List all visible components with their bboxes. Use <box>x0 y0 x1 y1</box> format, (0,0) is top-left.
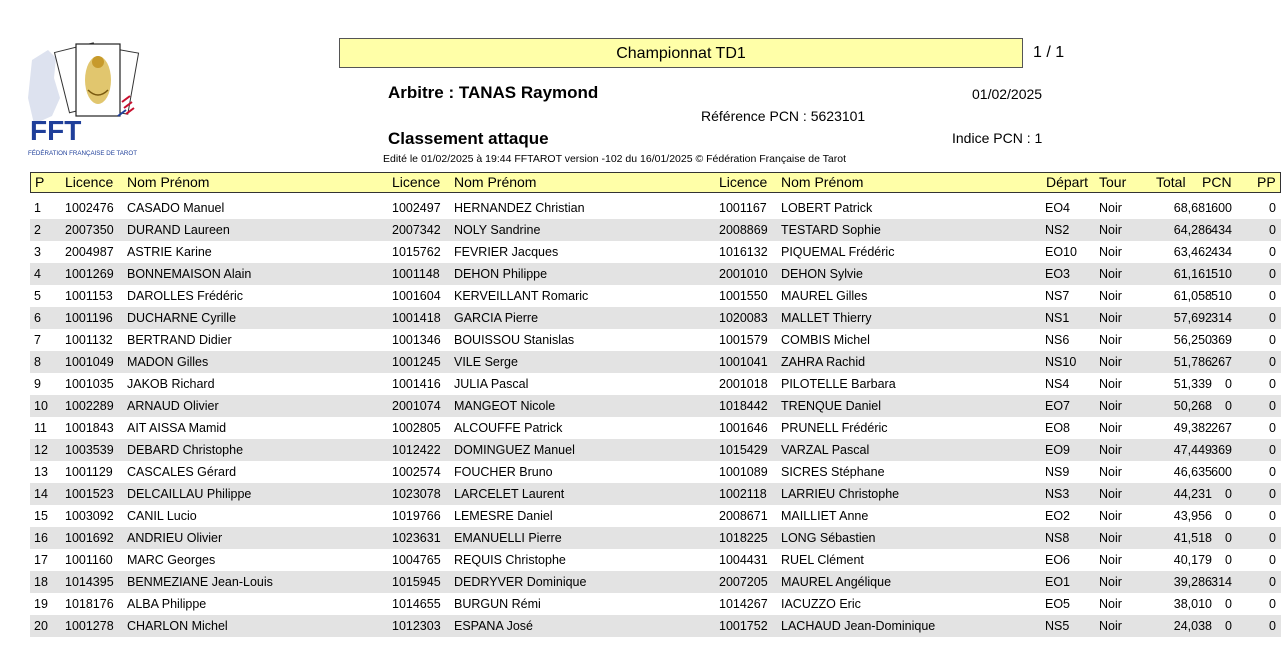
cell-pp: 0 <box>1269 465 1276 479</box>
cell-pcn: 510 <box>1211 267 1232 281</box>
cell-licence: 1001041 <box>719 355 768 369</box>
cell-pp: 0 <box>1269 443 1276 457</box>
table-row <box>30 395 1281 417</box>
cell-licence: 1015762 <box>392 245 441 259</box>
cell-name: BURGUN Rémi <box>454 597 541 611</box>
cell-name: ARNAUD Olivier <box>127 399 219 413</box>
col-header-licence-3: Licence <box>719 174 768 190</box>
cell-licence: 1001523 <box>65 487 114 501</box>
table-row <box>30 241 1281 263</box>
cell-name: NOLY Sandrine <box>454 223 541 237</box>
cell-total: 50,268 <box>1173 399 1212 413</box>
cell-depart: EO2 <box>1045 509 1071 523</box>
cell-depart: EO8 <box>1045 421 1071 435</box>
cell-name: SICRES Stéphane <box>781 465 885 479</box>
cell-pcn: 0 <box>1225 553 1232 567</box>
table-row <box>30 527 1281 549</box>
cell-pcn: 0 <box>1225 399 1232 413</box>
cell-licence: 1023631 <box>392 531 441 545</box>
cell-licence: 2004987 <box>65 245 114 259</box>
cell-rank: 3 <box>34 245 41 259</box>
cell-depart: EO5 <box>1045 597 1071 611</box>
cell-tour: Noir <box>1099 267 1122 281</box>
table-row <box>30 219 1281 241</box>
cell-name: DEBARD Christophe <box>127 443 244 457</box>
cell-name: DEHON Sylvie <box>781 267 863 281</box>
cell-pp: 0 <box>1269 289 1276 303</box>
cell-licence: 1001153 <box>65 289 113 303</box>
cell-depart: NS8 <box>1045 531 1070 545</box>
cell-licence: 1001132 <box>65 333 113 347</box>
table-row <box>30 593 1281 615</box>
cell-tour: Noir <box>1099 289 1122 303</box>
cell-name: MAILLIET Anne <box>781 509 869 523</box>
cell-total: 43,956 <box>1173 509 1212 523</box>
ranking-table <box>30 197 1281 637</box>
cell-licence: 1001418 <box>392 311 441 325</box>
cell-pp: 0 <box>1269 553 1276 567</box>
col-header-name-2: Nom Prénom <box>454 174 537 190</box>
cell-licence: 2007342 <box>392 223 441 237</box>
cell-rank: 19 <box>34 597 48 611</box>
cell-pp: 0 <box>1269 311 1276 325</box>
cell-pcn: 314 <box>1211 311 1232 325</box>
cell-licence: 1001160 <box>65 553 113 567</box>
cell-pcn: 0 <box>1225 377 1232 391</box>
cell-depart: NS9 <box>1045 465 1070 479</box>
table-row <box>30 571 1281 593</box>
cell-tour: Noir <box>1099 575 1122 589</box>
cell-pp: 0 <box>1269 421 1276 435</box>
cell-name: ALCOUFFE Patrick <box>454 421 563 435</box>
col-header-name-3: Nom Prénom <box>781 174 864 190</box>
cell-licence: 1014655 <box>392 597 441 611</box>
cell-pcn: 267 <box>1211 421 1232 435</box>
cell-licence: 2007350 <box>65 223 114 237</box>
cell-rank: 9 <box>34 377 41 391</box>
cell-name: MAUREL Angélique <box>781 575 892 589</box>
cell-total: 68,681 <box>1173 201 1212 215</box>
cell-rank: 16 <box>34 531 48 545</box>
cell-name: REQUIS Christophe <box>454 553 566 567</box>
cell-pcn: 600 <box>1211 201 1232 215</box>
cell-name: MADON Gilles <box>127 355 209 369</box>
cell-tour: Noir <box>1099 377 1122 391</box>
cell-name: LEMESRE Daniel <box>454 509 553 523</box>
cell-licence: 2001018 <box>719 377 768 391</box>
col-header-depart: Départ <box>1046 174 1089 190</box>
report-date: 01/02/2025 <box>972 86 1043 102</box>
col-header-pp: PP <box>1257 174 1276 190</box>
cell-pp: 0 <box>1269 509 1276 523</box>
cell-name: DUCHARNE Cyrille <box>127 311 237 325</box>
cell-name: DEDRYVER Dominique <box>454 575 587 589</box>
cell-name: BOUISSOU Stanislas <box>454 333 575 347</box>
cell-pcn: 314 <box>1211 575 1232 589</box>
cell-licence: 1018176 <box>65 597 114 611</box>
cell-name: KERVEILLANT Romaric <box>454 289 589 303</box>
cell-pp: 0 <box>1269 377 1276 391</box>
cell-licence: 1001692 <box>65 531 114 545</box>
cell-licence: 1002118 <box>719 487 767 501</box>
cell-name: EMANUELLI Pierre <box>454 531 562 545</box>
cell-depart: EO6 <box>1045 553 1071 567</box>
cell-total: 57,692 <box>1173 311 1212 325</box>
arbiter-label: Arbitre : TANAS Raymond <box>388 83 599 102</box>
cell-pcn: 0 <box>1225 487 1232 501</box>
cell-total: 38,010 <box>1173 597 1212 611</box>
cell-name: CHARLON Michel <box>127 619 228 633</box>
col-header-p: P <box>35 174 45 190</box>
edited-note: Edité le 01/02/2025 à 19:44 FFTAROT version -102 du 16/01/2025 © Fédération Française de Tarot <box>383 153 847 165</box>
cell-total: 56,250 <box>1173 333 1212 347</box>
cell-licence: 1001278 <box>65 619 114 633</box>
cell-tour: Noir <box>1099 421 1122 435</box>
cell-name: PIQUEMAL Frédéric <box>781 245 895 259</box>
cell-name: MALLET Thierry <box>781 311 872 325</box>
cell-name: MANGEOT Nicole <box>454 399 556 413</box>
cell-name: TRENQUE Daniel <box>781 399 882 413</box>
table-header <box>30 172 1281 193</box>
cell-rank: 15 <box>34 509 48 523</box>
cell-total: 49,382 <box>1173 421 1212 435</box>
cell-name: MARC Georges <box>127 553 216 567</box>
cell-licence: 1003092 <box>65 509 114 523</box>
table-row <box>30 483 1281 505</box>
cell-total: 41,518 <box>1173 531 1212 545</box>
cell-rank: 4 <box>34 267 41 281</box>
table-row <box>30 329 1281 351</box>
cell-licence: 1001129 <box>65 465 113 479</box>
cell-name: ASTRIE Karine <box>127 245 212 259</box>
cell-licence: 2008869 <box>719 223 768 237</box>
cell-tour: Noir <box>1099 355 1122 369</box>
cell-licence: 1002497 <box>392 201 441 215</box>
cell-name: DEHON Philippe <box>454 267 548 281</box>
cell-pcn: 267 <box>1211 355 1232 369</box>
logo-caption: FÉDÉRATION FRANÇAISE DE TAROT <box>28 150 137 157</box>
cell-pp: 0 <box>1269 267 1276 281</box>
cell-rank: 5 <box>34 289 41 303</box>
table-row <box>30 197 1281 219</box>
cell-name: BONNEMAISON Alain <box>127 267 252 281</box>
cell-total: 40,179 <box>1173 553 1212 567</box>
cell-licence: 2001074 <box>392 399 441 413</box>
cell-name: ALBA Philippe <box>127 597 207 611</box>
cell-depart: NS4 <box>1045 377 1070 391</box>
cell-name: ESPANA José <box>454 619 533 633</box>
fft-logo <box>26 38 144 160</box>
cell-tour: Noir <box>1099 333 1122 347</box>
cell-tour: Noir <box>1099 619 1122 633</box>
cell-total: 51,339 <box>1173 377 1212 391</box>
cell-tour: Noir <box>1099 399 1122 413</box>
col-header-name-1: Nom Prénom <box>127 174 210 190</box>
cell-tour: Noir <box>1099 553 1122 567</box>
cell-tour: Noir <box>1099 311 1122 325</box>
cell-pcn: 434 <box>1211 245 1232 259</box>
cell-pp: 0 <box>1269 487 1276 501</box>
cell-pcn: 369 <box>1211 333 1232 347</box>
cell-tour: Noir <box>1099 531 1122 545</box>
table-row <box>30 263 1281 285</box>
cell-licence: 1002476 <box>65 201 114 215</box>
cell-licence: 1001843 <box>65 421 114 435</box>
cell-depart: NS5 <box>1045 619 1070 633</box>
cell-name: IACUZZO Eric <box>781 597 861 611</box>
cell-depart: EO3 <box>1045 267 1071 281</box>
cell-licence: 1001752 <box>719 619 768 633</box>
cell-licence: 1015429 <box>719 443 768 457</box>
cell-pcn: 510 <box>1211 289 1232 303</box>
cell-rank: 8 <box>34 355 41 369</box>
cell-name: LARCELET Laurent <box>454 487 565 501</box>
cell-rank: 14 <box>34 487 48 501</box>
cell-tour: Noir <box>1099 465 1122 479</box>
cell-name: DOMINGUEZ Manuel <box>454 443 575 457</box>
cell-pcn: 0 <box>1225 619 1232 633</box>
cell-name: COMBIS Michel <box>781 333 870 347</box>
cell-total: 44,231 <box>1173 487 1212 501</box>
cell-pcn: 0 <box>1225 597 1232 611</box>
cell-rank: 2 <box>34 223 41 237</box>
cell-name: ZAHRA Rachid <box>781 355 866 369</box>
cell-name: BERTRAND Didier <box>127 333 232 347</box>
pcn-reference: Référence PCN : 5623101 <box>701 108 866 124</box>
col-header-pcn: PCN <box>1202 174 1232 190</box>
cell-name: LARRIEU Christophe <box>781 487 900 501</box>
cell-depart: EO1 <box>1045 575 1071 589</box>
cell-depart: NS1 <box>1045 311 1070 325</box>
cell-licence: 1012303 <box>392 619 441 633</box>
cell-licence: 1001245 <box>392 355 441 369</box>
cell-licence: 1002289 <box>65 399 114 413</box>
cell-total: 51,786 <box>1173 355 1212 369</box>
cell-name: DELCAILLAU Philippe <box>127 487 252 501</box>
cell-pp: 0 <box>1269 531 1276 545</box>
cell-depart: NS10 <box>1045 355 1077 369</box>
table-row <box>30 351 1281 373</box>
cell-licence: 1001035 <box>65 377 114 391</box>
cell-licence: 1023078 <box>392 487 441 501</box>
cell-licence: 1001167 <box>719 201 767 215</box>
cell-licence: 2001010 <box>719 267 768 281</box>
cell-total: 24,038 <box>1173 619 1212 633</box>
cell-rank: 20 <box>34 619 48 633</box>
cell-licence: 1001646 <box>719 421 768 435</box>
table-row <box>30 549 1281 571</box>
cell-name: DURAND Laureen <box>127 223 230 237</box>
cell-total: 46,635 <box>1173 465 1212 479</box>
cell-rank: 6 <box>34 311 41 325</box>
cell-pp: 0 <box>1269 575 1276 589</box>
cell-depart: NS3 <box>1045 487 1070 501</box>
cell-pcn: 600 <box>1211 465 1232 479</box>
cell-name: JULIA Pascal <box>454 377 529 391</box>
cell-name: MAUREL Gilles <box>781 289 868 303</box>
cell-tour: Noir <box>1099 443 1122 457</box>
cell-licence: 1001269 <box>65 267 114 281</box>
cell-licence: 2007205 <box>719 575 768 589</box>
cell-licence: 1012422 <box>392 443 441 457</box>
cell-licence: 1016132 <box>719 245 768 259</box>
cell-depart: NS6 <box>1045 333 1070 347</box>
ranking-title: Classement attaque <box>388 129 549 148</box>
cell-depart: EO4 <box>1045 201 1071 215</box>
cell-licence: 1001148 <box>392 267 440 281</box>
cell-depart: EO7 <box>1045 399 1071 413</box>
cell-name: CASCALES Gérard <box>127 465 237 479</box>
cell-pp: 0 <box>1269 333 1276 347</box>
cell-name: FEVRIER Jacques <box>454 245 559 259</box>
cell-pp: 0 <box>1269 201 1276 215</box>
cell-name: ANDRIEU Olivier <box>127 531 223 545</box>
page-title: Championnat TD1 <box>339 38 1023 68</box>
cell-depart: NS2 <box>1045 223 1070 237</box>
cell-rank: 1 <box>34 201 41 215</box>
cell-depart: EO10 <box>1045 245 1077 259</box>
cell-licence: 1018225 <box>719 531 768 545</box>
cell-rank: 18 <box>34 575 48 589</box>
col-header-licence-2: Licence <box>392 174 441 190</box>
cell-name: TESTARD Sophie <box>781 223 881 237</box>
cell-pp: 0 <box>1269 355 1276 369</box>
cell-licence: 2008671 <box>719 509 768 523</box>
cell-tour: Noir <box>1099 487 1122 501</box>
cell-licence: 1001416 <box>392 377 441 391</box>
cell-pp: 0 <box>1269 619 1276 633</box>
col-header-tour: Tour <box>1099 174 1127 190</box>
cell-total: 63,462 <box>1173 245 1212 259</box>
cell-tour: Noir <box>1099 597 1122 611</box>
cell-name: BENMEZIANE Jean-Louis <box>127 575 273 589</box>
cell-licence: 1002574 <box>392 465 441 479</box>
cell-name: VILE Serge <box>454 355 518 369</box>
cell-licence: 1014267 <box>719 597 768 611</box>
cell-licence: 1004765 <box>392 553 441 567</box>
cell-licence: 1003539 <box>65 443 114 457</box>
cell-rank: 7 <box>34 333 41 347</box>
cell-total: 61,161 <box>1173 267 1212 281</box>
cell-rank: 10 <box>34 399 48 413</box>
table-row <box>30 505 1281 527</box>
cell-tour: Noir <box>1099 201 1122 215</box>
logo-letters: FFT <box>30 115 82 146</box>
col-header-total: Total <box>1156 174 1186 190</box>
cell-name: FOUCHER Bruno <box>454 465 553 479</box>
cell-depart: EO9 <box>1045 443 1071 457</box>
cell-total: 61,058 <box>1173 289 1212 303</box>
cell-licence: 1018442 <box>719 399 768 413</box>
cell-pp: 0 <box>1269 597 1276 611</box>
cell-total: 64,286 <box>1173 223 1212 237</box>
cell-pp: 0 <box>1269 245 1276 259</box>
page-number: 1 / 1 <box>1033 44 1065 61</box>
cell-rank: 12 <box>34 443 48 457</box>
cell-name: GARCIA Pierre <box>454 311 539 325</box>
cell-depart: NS7 <box>1045 289 1070 303</box>
cell-rank: 13 <box>34 465 48 479</box>
cell-tour: Noir <box>1099 509 1122 523</box>
cell-licence: 1001346 <box>392 333 441 347</box>
cell-rank: 11 <box>34 421 47 435</box>
col-header-licence-1: Licence <box>65 174 114 190</box>
cell-licence: 1001049 <box>65 355 114 369</box>
cell-tour: Noir <box>1099 245 1122 259</box>
cell-name: LOBERT Patrick <box>781 201 873 215</box>
cell-name: VARZAL Pascal <box>781 443 870 457</box>
cell-licence: 1001604 <box>392 289 441 303</box>
cell-licence: 1001089 <box>719 465 768 479</box>
cell-name: RUEL Clément <box>781 553 864 567</box>
table-row <box>30 285 1281 307</box>
cell-tour: Noir <box>1099 223 1122 237</box>
cell-licence: 1001550 <box>719 289 768 303</box>
table-row <box>30 461 1281 483</box>
cell-pcn: 369 <box>1211 443 1232 457</box>
cell-name: JAKOB Richard <box>127 377 215 391</box>
cell-licence: 1014395 <box>65 575 114 589</box>
cell-total: 39,286 <box>1173 575 1212 589</box>
table-row <box>30 417 1281 439</box>
cell-name: HERNANDEZ Christian <box>454 201 585 215</box>
cell-pp: 0 <box>1269 223 1276 237</box>
pcn-indice: Indice PCN : 1 <box>952 130 1043 146</box>
table-row <box>30 373 1281 395</box>
table-row <box>30 439 1281 461</box>
cell-licence: 1002805 <box>392 421 441 435</box>
cell-name: PRUNELL Frédéric <box>781 421 888 435</box>
cell-rank: 17 <box>34 553 48 567</box>
cell-pcn: 0 <box>1225 531 1232 545</box>
cell-name: CASADO Manuel <box>127 201 225 215</box>
cell-licence: 1015945 <box>392 575 441 589</box>
cell-name: AIT AISSA Mamid <box>127 421 227 435</box>
cell-licence: 1019766 <box>392 509 441 523</box>
cell-name: CANIL Lucio <box>127 509 197 523</box>
cell-licence: 1004431 <box>719 553 768 567</box>
cell-pcn: 0 <box>1225 509 1232 523</box>
cell-total: 47,449 <box>1173 443 1212 457</box>
cell-licence: 1001579 <box>719 333 768 347</box>
cell-name: LONG Sébastien <box>781 531 876 545</box>
table-row <box>30 615 1281 637</box>
cell-name: DAROLLES Frédéric <box>127 289 244 303</box>
cell-pcn: 434 <box>1211 223 1232 237</box>
cell-name: LACHAUD Jean-Dominique <box>781 619 936 633</box>
cell-pp: 0 <box>1269 399 1276 413</box>
cell-licence: 1020083 <box>719 311 768 325</box>
cell-name: PILOTELLE Barbara <box>781 377 896 391</box>
cell-licence: 1001196 <box>65 311 113 325</box>
table-row <box>30 307 1281 329</box>
